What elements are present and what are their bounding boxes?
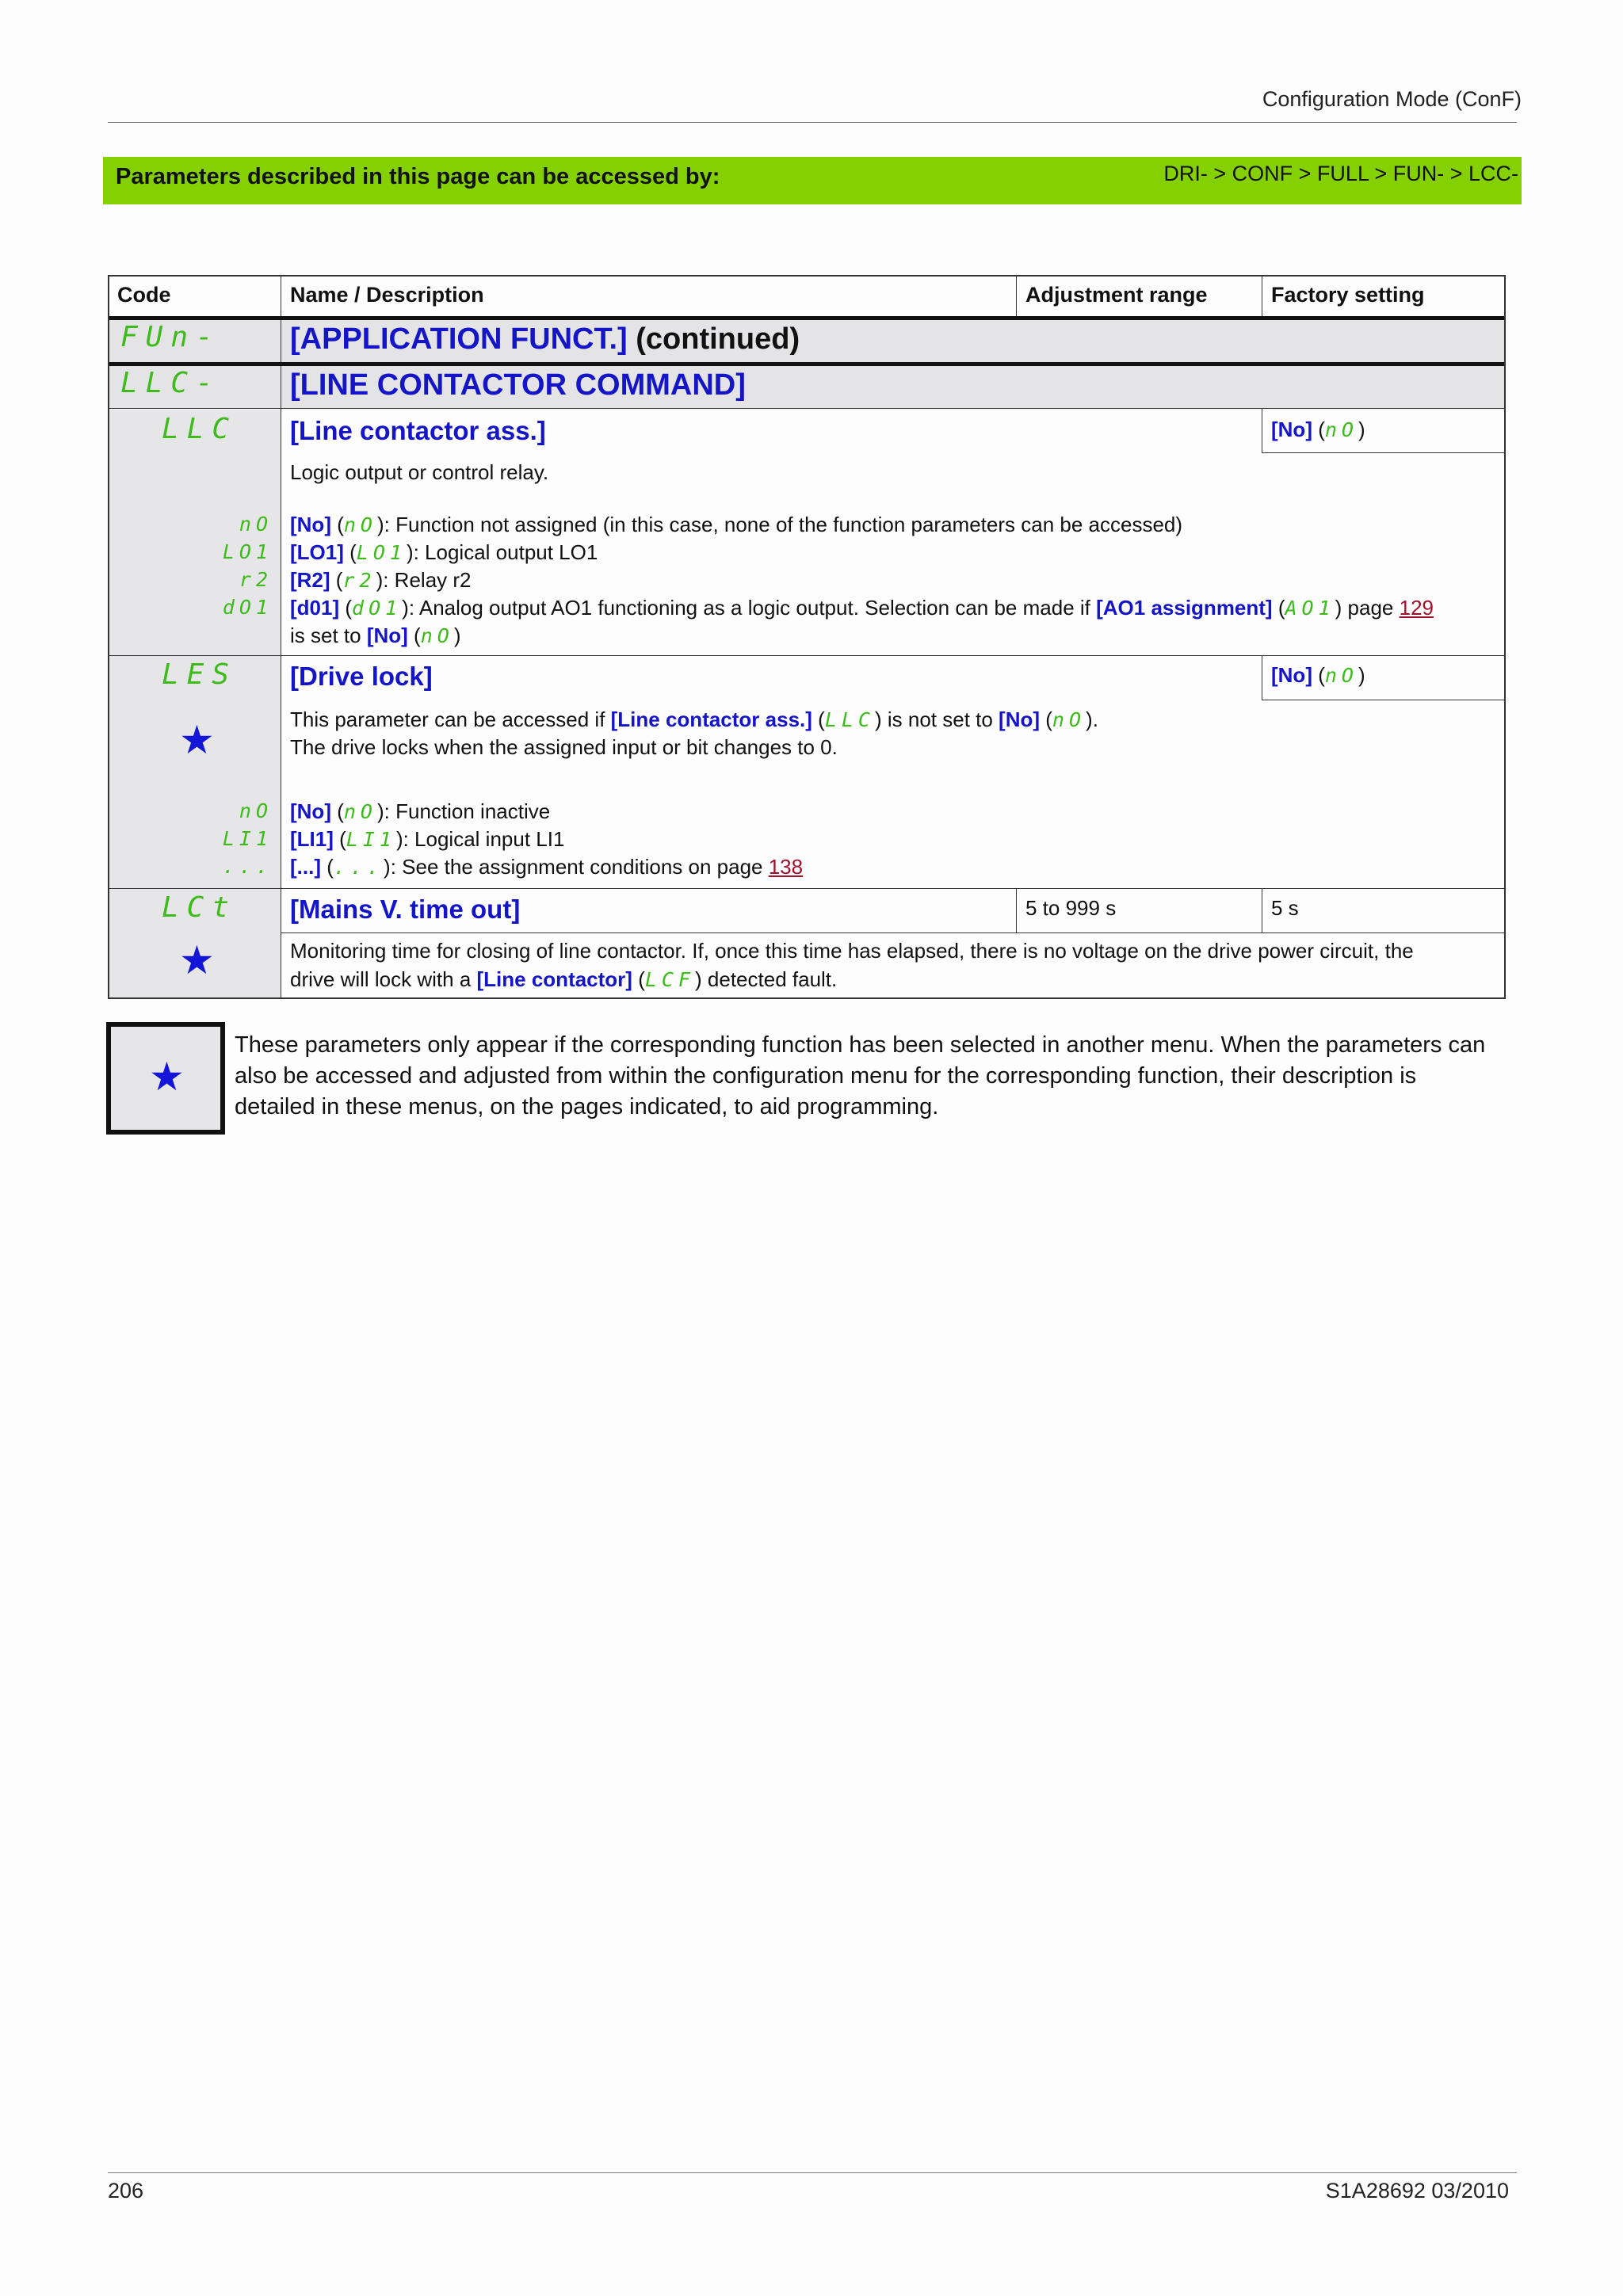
- llc-desc: Logic output or control relay.: [290, 460, 549, 484]
- llc-factory: [No] (nO): [1271, 418, 1365, 441]
- llc-option-do1-line2: is set to [No] (nO): [290, 624, 461, 647]
- desc-prefix: This parameter can be accessed if: [290, 707, 611, 731]
- option-text: : Analog output AO1 functioning as a logic output. Selection can be made if: [408, 596, 1097, 620]
- les-title: [Drive lock]: [290, 662, 433, 691]
- option-text: : Logical input LI1: [403, 827, 565, 851]
- desc-mid: is not set to: [881, 707, 999, 731]
- col-divider-range-header: [1016, 277, 1017, 318]
- access-band: [103, 157, 1522, 204]
- option-name: [No]: [290, 799, 331, 823]
- line2-name: [No]: [366, 624, 408, 647]
- les-desc-line2: The drive locks when the assigned input or bit changes to 0.: [290, 735, 838, 759]
- desc-ref-code: LLC: [824, 708, 875, 731]
- option-display-code: LO1: [356, 541, 407, 564]
- fun-code: FUn-: [120, 321, 221, 353]
- fun-row-underline: [109, 362, 1504, 366]
- page-link-138[interactable]: 138: [768, 855, 804, 879]
- fun-title-line: [290, 322, 800, 357]
- fun-suffix: (continued): [627, 322, 800, 356]
- llc-factory-name: [No]: [1271, 418, 1312, 441]
- llc-code: LLC: [162, 413, 238, 445]
- les-factory: [No] (nO): [1271, 663, 1365, 687]
- llc-option-no: [No] (nO): Function not assigned (in this case, none of the function parameters can be accessed): [290, 513, 1183, 536]
- page-prefix: page: [1342, 596, 1400, 620]
- lct-desc-line2: drive will lock with a [Line contactor] (LCF) detected fault.: [290, 967, 838, 991]
- desc-ref-name2: [No]: [999, 707, 1041, 731]
- option-display-code: ...: [333, 856, 384, 879]
- access-path: DRI- > CONF > FULL > FUN- > LCC-: [1163, 162, 1518, 185]
- lct-title: [Mains V. time out]: [290, 894, 521, 924]
- header-rule: [108, 122, 1517, 123]
- llc-factory-underline: [1262, 452, 1504, 453]
- llc-opt-code-do1: dO1: [222, 596, 273, 619]
- header-underline: [109, 316, 1504, 320]
- note-text: These parameters only appear if the corresponding function has been selected in another menu. When the parameters can also be accessed and adjusted from within the configuration menu for the corresponding function, their description is detailed in these menus, on the pages indicated, to aid programming.: [235, 1032, 1486, 1119]
- lct-desc-line1: Monitoring time for closing of line contactor. If, once this time has elapsed, there is no voltage on the drive power circuit, the: [290, 939, 1414, 963]
- lct-range: 5 to 999 s: [1025, 896, 1117, 920]
- lct-range-divider: [1016, 888, 1017, 933]
- page-link-129[interactable]: 129: [1399, 596, 1434, 620]
- les-row-underline: [109, 888, 1504, 889]
- les-factory-code: nO: [1324, 664, 1358, 687]
- option-display-code: LI1: [346, 828, 396, 851]
- option-name: [LI1]: [290, 827, 334, 851]
- les-opt-code-li1: LI1: [222, 827, 273, 850]
- option-name: [R2]: [290, 568, 330, 592]
- desc-ref-name: [Line contactor ass.]: [610, 707, 812, 731]
- fun-title: [APPLICATION FUNCT.]: [290, 322, 628, 356]
- line-contactor-ref: [Line contactor]: [476, 967, 632, 991]
- llc-menu-code: LLC-: [120, 367, 221, 399]
- desc-prefix: drive will lock with a: [290, 967, 477, 991]
- les-star-icon: ★: [179, 718, 215, 762]
- option-name: [...]: [290, 855, 321, 879]
- note-star-icon: ★: [149, 1055, 185, 1099]
- option-text: : Function not assigned (in this case, none of the function parameters can be accessed): [384, 513, 1183, 536]
- les-opt-code-no: nO: [239, 799, 273, 822]
- line2-prefix: is set to: [290, 624, 367, 647]
- llc-factory-code: nO: [1324, 418, 1358, 441]
- llc-menu-title: [LINE CONTACTOR COMMAND]: [290, 368, 746, 402]
- option-display-code: r2: [342, 569, 376, 592]
- desc-ref-code2: nO: [1052, 708, 1086, 731]
- option-display-code: nO: [343, 800, 377, 823]
- llc-option-do1: [d01] (dO1): Analog output AO1 functioning as a logic output. Selection can be made if [AO1 assignment] (AO1) page 129: [290, 596, 1434, 620]
- llc-option-r2: [R2] (r2): Relay r2: [290, 568, 472, 592]
- option-text: : Function inactive: [384, 799, 551, 823]
- desc-end: .: [1092, 707, 1098, 731]
- parameter-table: [108, 275, 1506, 999]
- page-number: 206: [108, 2179, 144, 2203]
- col-header-code: Code: [117, 283, 171, 307]
- llc-opt-code-no: nO: [239, 513, 273, 536]
- desc-end: detected fault.: [701, 967, 838, 991]
- les-option-no: [No] (nO): Function inactive: [290, 799, 551, 823]
- llc-row-underline: [109, 655, 1504, 656]
- col-header-factory: Factory setting: [1271, 283, 1425, 307]
- llc-option-lo1: [LO1] (LO1): Logical output LO1: [290, 540, 598, 564]
- option-name: [LO1]: [290, 540, 344, 564]
- header-title: Configuration Mode (ConF): [1262, 87, 1522, 111]
- doc-reference: S1A28692 03/2010: [1325, 2179, 1509, 2203]
- ao1-ref-code: AO1: [1285, 597, 1335, 620]
- les-factory-name: [No]: [1271, 663, 1312, 687]
- line2-code: nO: [420, 624, 454, 647]
- option-name: [d01]: [290, 596, 340, 620]
- col-header-range: Adjustment range: [1025, 283, 1208, 307]
- footer-rule: [108, 2172, 1517, 2173]
- les-option-more: [...] (...): See the assignment conditions on page 138: [290, 855, 804, 879]
- les-option-li1: [LI1] (LI1): Logical input LI1: [290, 827, 565, 851]
- option-display-code: nO: [343, 513, 377, 536]
- option-text: : See the assignment conditions on page: [390, 855, 769, 879]
- option-display-code: dO1: [352, 597, 403, 620]
- les-opt-code-more: ...: [222, 855, 273, 878]
- option-text: : Logical output LO1: [413, 540, 598, 564]
- lct-code: LCt: [162, 891, 238, 924]
- llc-opt-code-lo1: LO1: [222, 540, 273, 563]
- les-desc-line1: This parameter can be accessed if [Line contactor ass.] (LLC) is not set to [No] (nO).: [290, 707, 1098, 731]
- access-text: Parameters described in this page can be accessed by:: [116, 164, 720, 189]
- note-star-box: [106, 1022, 225, 1135]
- lcf-code: LCF: [644, 968, 696, 991]
- option-text: : Relay r2: [383, 568, 472, 592]
- col-header-name: Name / Description: [290, 283, 484, 307]
- les-code: LES: [162, 658, 238, 691]
- llc-menu-row-underline: [109, 408, 1504, 409]
- llc-title: [Line contactor ass.]: [290, 416, 546, 445]
- ao1-assignment-ref: [AO1 assignment]: [1096, 596, 1273, 620]
- lct-star-icon: ★: [179, 938, 215, 982]
- option-name: [No]: [290, 513, 331, 536]
- llc-opt-code-r2: r2: [239, 568, 273, 591]
- lct-factory: 5 s: [1271, 896, 1299, 920]
